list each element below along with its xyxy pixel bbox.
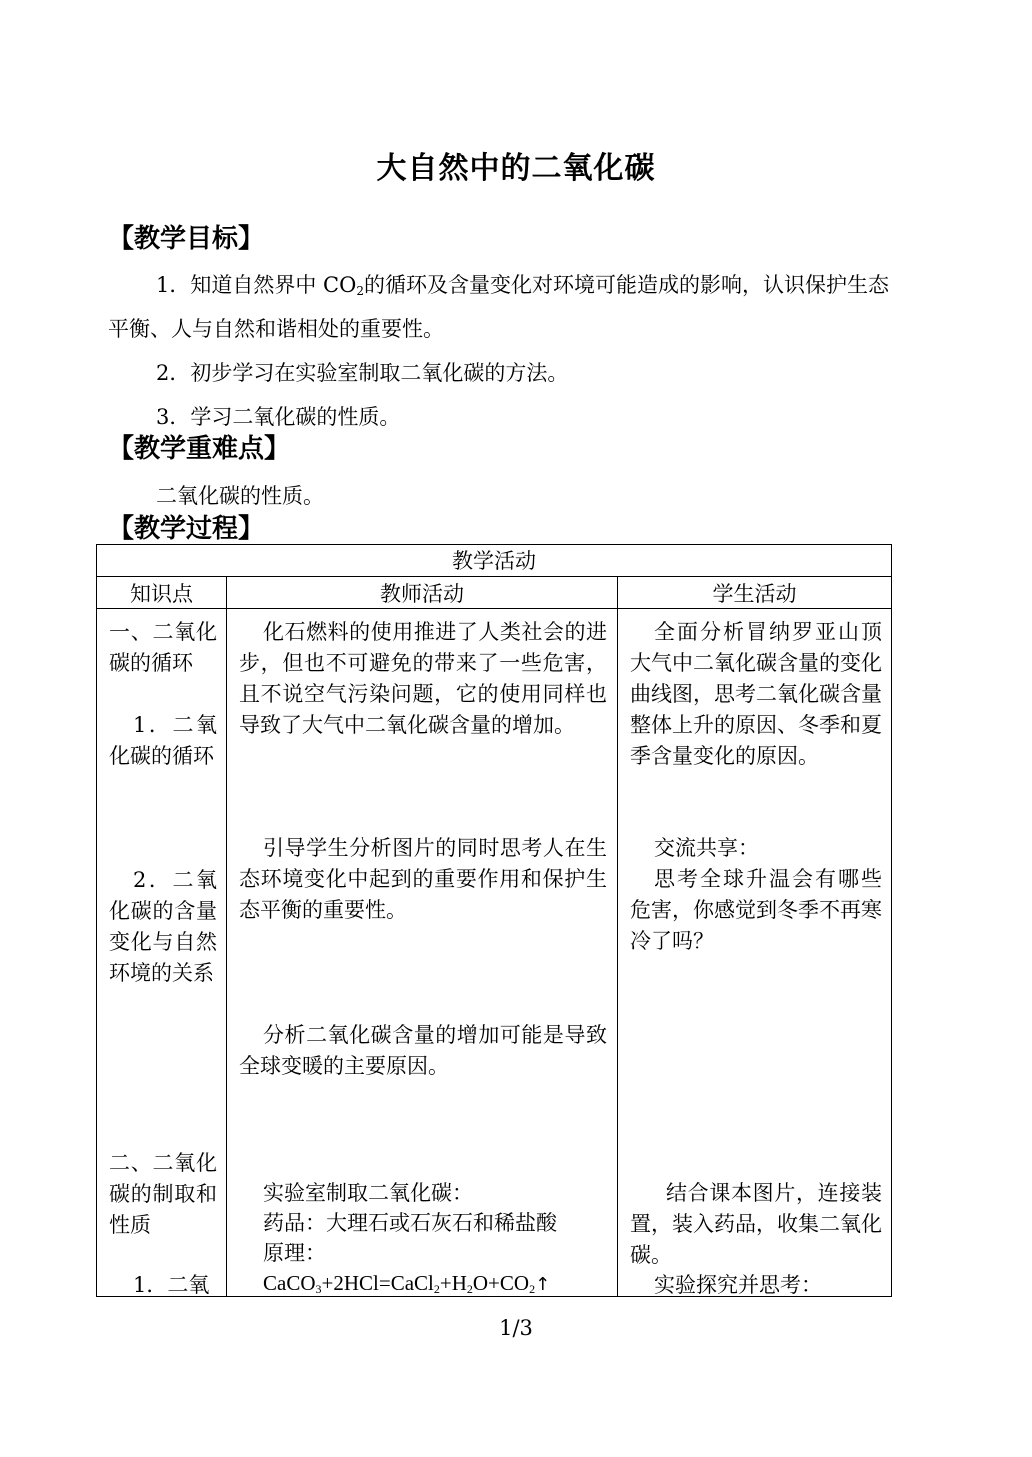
student-activity-2-line1: 交流共享： (654, 836, 759, 860)
objective-1-text-a: 1．知道自然界中 CO (156, 273, 357, 297)
key-points-heading: 【教学重难点】 (108, 434, 291, 464)
knowledge-point-1-2: 2．二氧化碳的含量变化与自然环境的关系 (109, 868, 217, 985)
teacher-activity-4-line2: 药品：大理石或石灰石和稀盐酸 (263, 1211, 557, 1235)
table-divider-col1 (226, 577, 227, 1296)
table-divider-col2 (617, 577, 618, 1296)
equation-subscript: 2 (529, 1282, 536, 1296)
objective-2: 2．初步学习在实验室制取二氧化碳的方法。 (156, 361, 569, 385)
table-header-activities: 教学活动 (452, 549, 536, 573)
knowledge-point-2-1: 1．二氧 (133, 1273, 210, 1297)
objectives-heading: 【教学目标】 (108, 224, 265, 254)
key-points-text: 二氧化碳的性质。 (156, 484, 324, 508)
page-title: 大自然中的二氧化碳 (376, 151, 656, 186)
equation-part: O+CO (472, 1271, 530, 1295)
teacher-activity-1: 化石燃料的使用推进了人类社会的进步，但也不可避免的带来了一些危害，且不说空气污染问题，它的使用同样也导致了大气中二氧化碳含量的增加。 (239, 620, 607, 737)
equation-part: +2HCl=CaCl (321, 1271, 434, 1295)
objective-1-text-b: 的循环及含量变化对环境可能造成的影响，认识保护生态平衡、人与自然和谐相处的重要性。 (108, 273, 889, 341)
process-heading: 【教学过程】 (108, 514, 265, 544)
equation-subscript: 2 (466, 1282, 473, 1296)
knowledge-point-2: 二、二氧化碳的制取和性质 (109, 1151, 217, 1237)
page-number: 1/3 (499, 1316, 533, 1340)
student-activity-4: 实验探究并思考： (654, 1273, 822, 1297)
knowledge-point-1: 一、二氧化碳的循环 (109, 620, 217, 675)
student-activity-1: 全面分析冒纳罗亚山顶大气中二氧化碳含量的变化曲线图，思考二氧化碳含量整体上升的原因、冬季和夏季含量变化的原因。 (630, 620, 882, 768)
teacher-activity-4-line3: 原理： (263, 1241, 326, 1265)
student-activity-2-line2: 思考全球升温会有哪些危害，你感觉到冬季不再寒冷了吗？ (630, 867, 882, 953)
objective-1-subscript: 2 (356, 284, 364, 298)
teacher-activity-3: 分析二氧化碳含量的增加可能是导致全球变暖的主要原因。 (239, 1023, 607, 1078)
objective-3: 3．学习二氧化碳的性质。 (156, 405, 401, 429)
equation-part: CaCO (263, 1271, 316, 1295)
teaching-process-table (96, 544, 892, 1297)
objective-1 (108, 263, 908, 351)
reaction-equation (263, 1268, 613, 1300)
equation-subscript: 2 (433, 1282, 440, 1296)
column-header-knowledge: 知识点 (130, 582, 193, 606)
student-activity-3: 结合课本图片，连接装置，装入药品，收集二氧化碳。 (630, 1181, 882, 1267)
knowledge-point-1-1: 1．二氧化碳的循环 (109, 713, 217, 768)
equation-subscript: 3 (315, 1282, 322, 1296)
column-header-student: 学生活动 (712, 582, 797, 606)
column-header-teacher: 教师活动 (380, 582, 464, 606)
equation-part: +H (439, 1271, 467, 1295)
teacher-activity-2: 引导学生分析图片的同时思考人在生态环境变化中起到的重要作用和保护生态平衡的重要性。 (239, 836, 607, 922)
teacher-activity-4-line1: 实验室制取二氧化碳： (263, 1181, 473, 1205)
gas-arrow-icon: ↑ (535, 1274, 551, 1295)
